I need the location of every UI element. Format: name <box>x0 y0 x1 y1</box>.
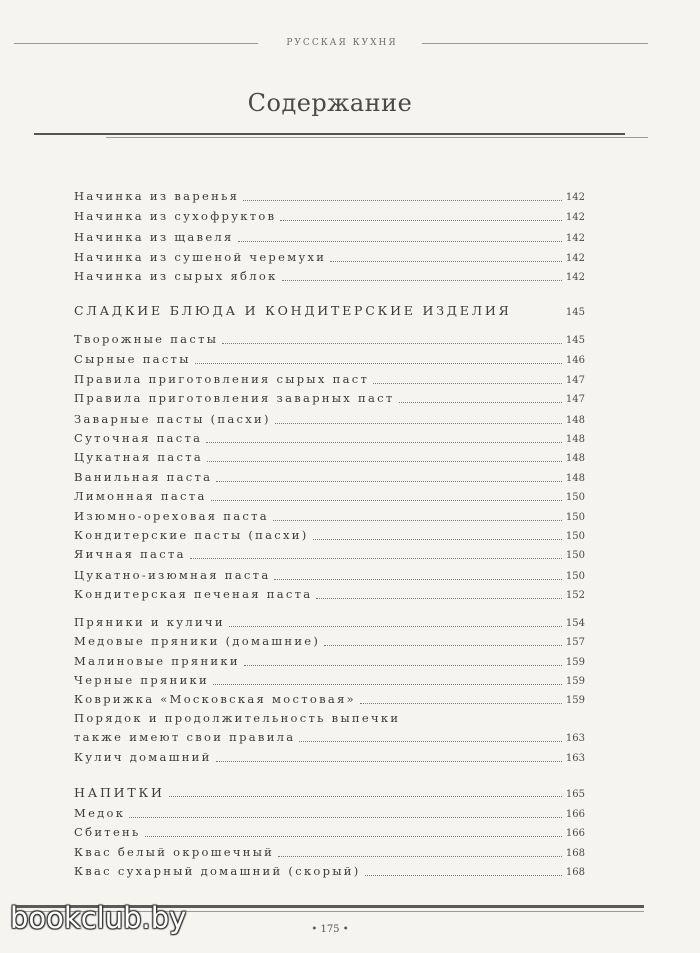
toc-entry-label: Малиновые пряники <box>74 654 240 668</box>
title-rule-thin <box>106 137 648 138</box>
toc-entry[interactable] <box>74 862 585 881</box>
toc-entry-page: 142 <box>565 272 585 283</box>
toc-entry-label: Начинка из сырых яблок <box>74 269 278 283</box>
toc-entry-label: Начинка из щавеля <box>74 230 234 244</box>
toc-entry-page: 147 <box>565 394 585 405</box>
toc-entry[interactable] <box>74 823 585 842</box>
leader-dots <box>211 499 562 501</box>
toc-entry[interactable] <box>74 429 585 448</box>
toc-entry-label: Порядок и продолжительность выпечки <box>74 711 401 725</box>
toc-section-page: 165 <box>565 789 585 800</box>
leader-dots <box>399 401 562 403</box>
toc-entry[interactable] <box>74 690 585 709</box>
toc-entry[interactable] <box>74 187 585 206</box>
leader-dots <box>280 219 562 221</box>
toc-entry-label: Заварные пасты (пасхи) <box>74 412 271 426</box>
leader-dots <box>299 740 561 742</box>
toc-entry[interactable] <box>74 652 585 671</box>
leader-dots <box>169 795 562 797</box>
toc-entry[interactable] <box>74 350 585 369</box>
toc-entry[interactable] <box>74 566 585 585</box>
leader-dots <box>282 279 562 281</box>
leader-dots <box>216 480 562 482</box>
toc-entry[interactable] <box>74 632 585 651</box>
toc-entry-page: 150 <box>565 512 585 523</box>
leader-dots <box>360 702 562 704</box>
leader-dots <box>274 578 561 580</box>
watermark: bookclub.by <box>10 901 187 935</box>
toc-entry-page: 150 <box>565 571 585 582</box>
toc-entry-page: 142 <box>565 253 585 264</box>
toc-section-label: СЛАДКИЕ БЛЮДА И КОНДИТЕРСКИЕ ИЗДЕЛИЯ <box>74 303 512 318</box>
toc-entry-label: Правила приготовления сырых паст <box>74 372 370 386</box>
toc-entry-page: 154 <box>565 618 585 629</box>
toc-entry-label: Начинка из сушеной черемухи <box>74 250 327 264</box>
toc-entry-label: Творожные пасты <box>74 332 219 346</box>
toc-entry-label: Кондитерские пасты (пасхи) <box>74 528 309 542</box>
toc-entry[interactable] <box>74 267 585 286</box>
toc-entry-page: 159 <box>565 657 585 668</box>
toc-entry[interactable] <box>74 843 585 862</box>
toc-entry-page: 148 <box>565 415 585 426</box>
toc-entry-label: Кондитерская печеная паста <box>74 587 313 601</box>
toc-section-heading[interactable] <box>74 783 585 802</box>
toc-entry[interactable] <box>74 728 585 747</box>
toc-entry-label: также имеют свои правила <box>74 730 296 744</box>
toc-entry[interactable] <box>74 671 585 690</box>
toc-entry-page: 159 <box>565 695 585 706</box>
toc-entry[interactable] <box>74 507 585 526</box>
toc-entry-page: 150 <box>565 492 585 503</box>
toc-section-label: НАПИТКИ <box>74 785 165 800</box>
leader-dots <box>206 441 562 443</box>
toc-entry[interactable] <box>74 330 585 349</box>
leader-dots <box>195 362 562 364</box>
toc-entry-page: 147 <box>565 375 585 386</box>
toc-entry-page: 146 <box>565 355 585 366</box>
leader-dots <box>243 199 562 201</box>
toc-entry-page: 142 <box>565 233 585 244</box>
leader-dots <box>313 538 562 540</box>
running-head-title: РУССКАЯ КУХНЯ <box>286 38 398 48</box>
leader-dots <box>238 240 562 242</box>
toc-entry[interactable] <box>74 448 585 467</box>
toc-entry-label: Начинка из варенья <box>74 189 240 203</box>
toc-entry-page: 152 <box>565 590 585 601</box>
toc-entry-label: Лимонная паста <box>74 489 207 503</box>
leader-dots <box>129 816 562 818</box>
leader-dots <box>365 874 562 876</box>
leader-dots <box>145 835 562 837</box>
toc-entry-page: 168 <box>565 867 585 878</box>
toc-entry[interactable] <box>74 804 585 823</box>
toc-section-page: 145 <box>565 307 585 318</box>
toc-entry-page: 145 <box>565 335 585 346</box>
toc-entry-page: 163 <box>565 753 585 764</box>
toc-entry[interactable] <box>74 613 585 632</box>
toc-entry-page: 159 <box>565 676 585 687</box>
toc-entry-page: 166 <box>565 809 585 820</box>
toc-entry-page: 142 <box>565 192 585 203</box>
leader-dots <box>373 382 562 384</box>
toc-entry-label: Цукатная паста <box>74 450 204 464</box>
toc-entry-label: Кулич домашний <box>74 750 212 764</box>
toc-entry-label: Изюмно-ореховая паста <box>74 509 269 523</box>
toc-entry-page: 142 <box>565 212 585 223</box>
toc-entry-label: Сырные пасты <box>74 352 191 366</box>
toc-entry-label: Начинка из сухофруктов <box>74 209 277 223</box>
toc-entry[interactable] <box>74 526 585 545</box>
toc-entry-page: 157 <box>565 637 585 648</box>
toc-entry-label: Квас белый окрошечный <box>74 845 275 859</box>
leader-dots <box>207 460 562 462</box>
running-head-rule-right <box>422 43 648 44</box>
toc-entry[interactable] <box>74 709 585 728</box>
toc-entry[interactable] <box>74 748 585 767</box>
toc-entry-page: 168 <box>565 848 585 859</box>
toc-entry[interactable] <box>74 248 585 267</box>
leader-dots <box>324 644 562 646</box>
leader-dots <box>213 683 562 685</box>
toc-entry-label: Правила приготовления заварных паст <box>74 391 395 405</box>
toc-entry-page: 148 <box>565 434 585 445</box>
toc-entry-label: Коврижка «Московская мостовая» <box>74 692 356 706</box>
toc-entry-label: Медовые пряники (домашние) <box>74 634 321 648</box>
toc-entry-label: Квас сухарный домашний (скорый) <box>74 864 361 878</box>
toc-entry[interactable] <box>74 389 585 408</box>
toc-entry-page: 148 <box>565 473 585 484</box>
toc-entry-label: Ванильная паста <box>74 470 213 484</box>
leader-dots <box>316 597 561 599</box>
toc-entry-label: Медок <box>74 806 126 820</box>
leader-dots <box>275 422 562 424</box>
leader-dots <box>222 342 562 344</box>
leader-dots <box>229 625 562 627</box>
toc-entry-label: Цукатно-изюмная паста <box>74 568 271 582</box>
toc-entry-label: Пряники и куличи <box>74 615 225 629</box>
leader-dots <box>244 664 562 666</box>
running-head <box>14 36 648 50</box>
toc-entry-label: Суточная паста <box>74 431 203 445</box>
leader-dots <box>216 760 562 762</box>
toc-entry[interactable] <box>74 487 585 506</box>
toc-entry-page: 163 <box>565 733 585 744</box>
page-title: Содержание <box>247 89 413 117</box>
running-head-rule-left <box>14 43 258 44</box>
leader-dots <box>330 260 562 262</box>
toc-entry-page: 148 <box>565 453 585 464</box>
toc-entry-label: Сбитень <box>74 825 141 839</box>
toc-entry-label: Черные пряники <box>74 673 209 687</box>
toc-entry-label: Яичная паста <box>74 547 186 561</box>
leader-dots <box>273 519 562 521</box>
toc-entry[interactable] <box>74 228 585 247</box>
title-rule-thick <box>34 133 625 135</box>
toc-entry-page: 166 <box>565 828 585 839</box>
toc-entry[interactable] <box>74 585 585 604</box>
leader-dots <box>190 557 562 559</box>
toc-entry-page: 150 <box>565 550 585 561</box>
toc-entry[interactable] <box>74 468 585 487</box>
leader-dots <box>278 855 562 857</box>
leader-space <box>516 313 562 315</box>
toc-entry[interactable] <box>74 410 585 429</box>
toc-entry-page: 150 <box>565 531 585 542</box>
toc-entry[interactable] <box>74 370 585 389</box>
toc-entry[interactable] <box>74 207 585 226</box>
toc-entry[interactable] <box>74 545 585 564</box>
toc-section-heading[interactable] <box>74 301 585 320</box>
page-number: • 175 • <box>311 924 349 935</box>
